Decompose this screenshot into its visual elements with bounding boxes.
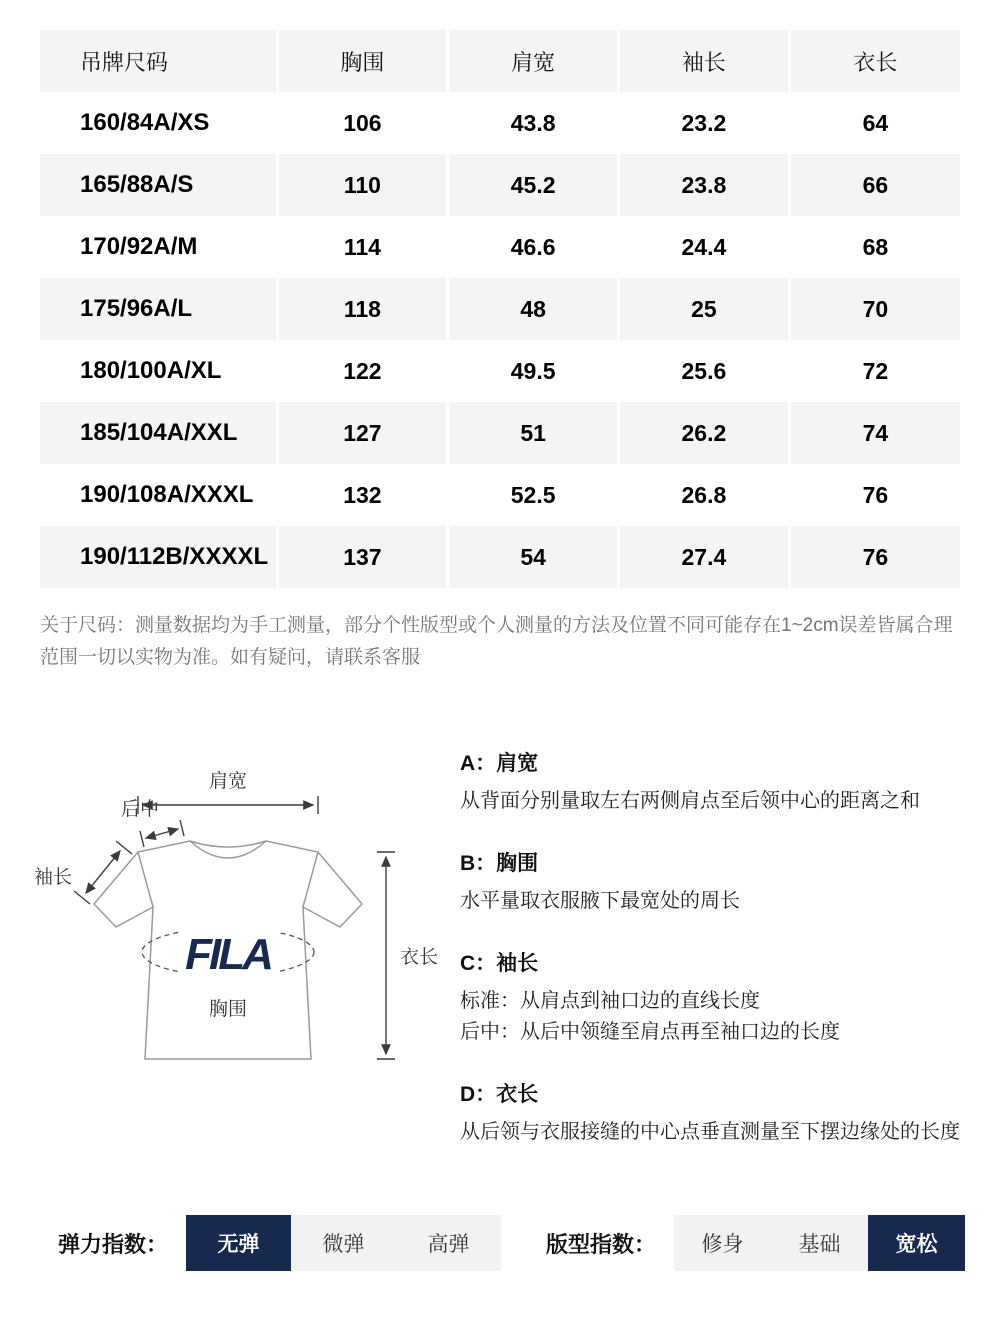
size-table-body bbox=[40, 92, 960, 588]
shoulder-label: 肩宽 bbox=[208, 770, 248, 792]
tshirt-diagram-svg bbox=[18, 767, 448, 1102]
guide-section bbox=[460, 1078, 960, 1148]
measurement-value: 23.2 bbox=[619, 92, 790, 154]
guide-title: B：胸围 bbox=[460, 851, 539, 875]
measurement-value: 46.6 bbox=[448, 216, 619, 278]
tshirt-diagram bbox=[18, 745, 460, 1178]
column-header: 胸围 bbox=[277, 30, 448, 92]
measurement-value: 64 bbox=[789, 92, 960, 154]
measurement-value: 122 bbox=[277, 340, 448, 402]
measurement-value: 45.2 bbox=[448, 154, 619, 216]
elasticity-option-0[interactable]: 无弹 bbox=[186, 1215, 291, 1271]
size-label: 165/88A/S bbox=[80, 171, 194, 198]
table-row bbox=[40, 340, 960, 402]
measurement-value: 106 bbox=[277, 92, 448, 154]
size-table bbox=[40, 30, 960, 588]
back-center-label: 后中 bbox=[120, 798, 160, 820]
size-label: 190/108A/XXXL bbox=[80, 481, 254, 508]
guide-section bbox=[460, 747, 960, 817]
elasticity-bar bbox=[40, 1215, 501, 1271]
guide-section bbox=[460, 847, 960, 917]
size-label: 190/112B/XXXXL bbox=[80, 543, 269, 570]
measurement-value: 118 bbox=[277, 278, 448, 340]
fit-options bbox=[674, 1215, 965, 1271]
measurement-value: 51 bbox=[448, 402, 619, 464]
index-bars bbox=[40, 1215, 965, 1271]
size-label: 180/100A/XL bbox=[80, 357, 222, 384]
elasticity-label: 弹力指数： bbox=[40, 1215, 186, 1271]
guide-text: 从背面分别量取左右两侧肩点至后领中心的距离之和 bbox=[460, 789, 920, 812]
column-header: 吊牌尺码 bbox=[80, 49, 169, 75]
measurement-value: 114 bbox=[277, 216, 448, 278]
column-header: 肩宽 bbox=[448, 30, 619, 92]
measurement-value: 76 bbox=[789, 526, 960, 588]
measurement-value: 25 bbox=[619, 278, 790, 340]
measurement-value: 68 bbox=[789, 216, 960, 278]
size-table-header-row bbox=[40, 30, 960, 92]
size-label: 160/84A/XS bbox=[80, 109, 210, 136]
measurement-value: 137 bbox=[277, 526, 448, 588]
guide-text: 标准：从肩点到袖口边的直线长度 bbox=[460, 989, 760, 1012]
elasticity-options bbox=[186, 1215, 501, 1271]
elasticity-option-2[interactable]: 高弹 bbox=[427, 1233, 470, 1256]
guide-title: D：衣长 bbox=[460, 1082, 539, 1106]
measurement-value: 127 bbox=[277, 402, 448, 464]
measurement-value: 54 bbox=[448, 526, 619, 588]
measurement-value: 74 bbox=[789, 402, 960, 464]
guide-text: 后中：从后中领缝至肩点再至袖口边的长度 bbox=[460, 1020, 840, 1043]
measurement-value: 26.2 bbox=[619, 402, 790, 464]
size-label: 175/96A/L bbox=[80, 295, 193, 322]
measurement-value: 24.4 bbox=[619, 216, 790, 278]
guide-text: 从后领与衣服接缝的中心点垂直测量至下摆边缘处的长度 bbox=[460, 1120, 960, 1143]
size-label: 185/104A/XXL bbox=[80, 419, 238, 446]
measurement-value: 27.4 bbox=[619, 526, 790, 588]
measurement-value: 132 bbox=[277, 464, 448, 526]
measurement-value: 72 bbox=[789, 340, 960, 402]
measure-guide bbox=[460, 745, 960, 1178]
brand-logo: FILA bbox=[185, 929, 271, 979]
length-dimension bbox=[377, 852, 438, 1059]
measurement-value: 49.5 bbox=[448, 340, 619, 402]
measurement-value: 52.5 bbox=[448, 464, 619, 526]
fit-bar bbox=[528, 1215, 965, 1271]
guide-title: C：袖长 bbox=[460, 951, 539, 975]
guide-title: A：肩宽 bbox=[460, 751, 539, 775]
measurement-value: 70 bbox=[789, 278, 960, 340]
guide-text: 水平量取衣服腋下最宽处的周长 bbox=[460, 889, 740, 912]
size-label: 170/92A/M bbox=[80, 233, 198, 260]
table-row bbox=[40, 216, 960, 278]
table-row bbox=[40, 526, 960, 588]
length-label: 衣长 bbox=[400, 946, 439, 968]
fit-label: 版型指数： bbox=[528, 1215, 674, 1271]
measure-diagram-section bbox=[0, 745, 1000, 1178]
table-row bbox=[40, 402, 960, 464]
measurement-value: 26.8 bbox=[619, 464, 790, 526]
shoulder-dimension bbox=[138, 770, 318, 814]
fit-option-0[interactable]: 修身 bbox=[701, 1233, 744, 1256]
column-header: 袖长 bbox=[619, 30, 790, 92]
table-row bbox=[40, 464, 960, 526]
sleeve-label: 袖长 bbox=[34, 866, 73, 888]
table-row bbox=[40, 278, 960, 340]
fit-option-1[interactable]: 基础 bbox=[798, 1233, 841, 1256]
measurement-value: 48 bbox=[448, 278, 619, 340]
size-table-section bbox=[40, 30, 960, 588]
measurement-value: 76 bbox=[789, 464, 960, 526]
measurement-value: 66 bbox=[789, 154, 960, 216]
guide-section bbox=[460, 947, 960, 1048]
table-row bbox=[40, 154, 960, 216]
size-table-head bbox=[40, 30, 960, 92]
measurement-value: 25.6 bbox=[619, 340, 790, 402]
fit-option-2[interactable]: 宽松 bbox=[868, 1215, 965, 1271]
table-row bbox=[40, 92, 960, 154]
elasticity-option-1[interactable]: 微弹 bbox=[322, 1233, 365, 1256]
chest-label: 胸围 bbox=[208, 998, 248, 1020]
size-note: 关于尺码：测量数据均为手工测量，部分个性版型或个人测量的方法及位置不同可能存在1~2cm误差皆属合理范围一切以实物为准。如有疑问，请联系客服 bbox=[40, 615, 953, 669]
measurement-value: 43.8 bbox=[448, 92, 619, 154]
measurement-value: 23.8 bbox=[619, 154, 790, 216]
measurement-value: 110 bbox=[277, 154, 448, 216]
column-header: 衣长 bbox=[789, 30, 960, 92]
